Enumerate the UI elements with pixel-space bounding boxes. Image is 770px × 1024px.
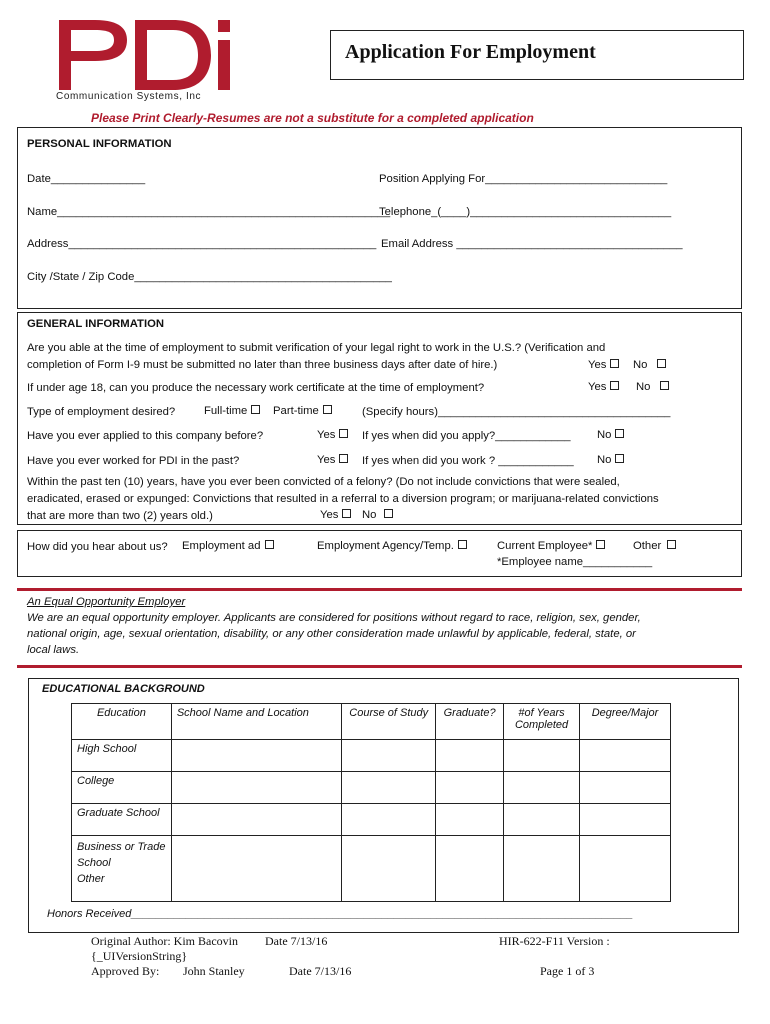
personal-info-heading: PERSONAL INFORMATION xyxy=(27,138,172,150)
certificate-yes[interactable] xyxy=(588,381,619,393)
worked-before-question: Have you ever worked for PDI in the past? xyxy=(27,455,240,467)
felony-yes[interactable] xyxy=(320,509,351,521)
cell-degree[interactable] xyxy=(580,836,671,902)
education-heading: EDUCATIONAL BACKGROUND xyxy=(42,683,205,695)
employee-name-field[interactable]: *Employee name___________ xyxy=(497,556,653,568)
felony-question-line2: eradicated, erased or expunged: Convictions that resulted in a referral to a diversion program; or marijuana-related convictions xyxy=(27,493,659,505)
row-label-college: College xyxy=(72,772,172,804)
checkbox[interactable] xyxy=(342,509,351,518)
specify-hours-field[interactable]: (Specify hours)_____________________________________ xyxy=(362,406,671,418)
education-table xyxy=(71,703,671,902)
eeo-text-line3: local laws. xyxy=(27,644,80,656)
name-field[interactable]: Name_____________________________________________________ xyxy=(27,206,391,218)
applied-no[interactable] xyxy=(597,429,624,441)
felony-question-line1: Within the past ten (10) years, have you ever been convicted of a felony? (Do not include convictions that were sealed, xyxy=(27,476,620,488)
approver-name: John Stanley xyxy=(183,964,245,978)
agency-option[interactable] xyxy=(317,540,467,552)
checkbox[interactable] xyxy=(339,429,348,438)
cell-course[interactable] xyxy=(342,740,436,772)
cell-graduate[interactable] xyxy=(436,772,504,804)
eeo-title: An Equal Opportunity Employer xyxy=(27,596,186,608)
cell-course[interactable] xyxy=(342,804,436,836)
company-name: Communication Systems, Inc xyxy=(56,91,202,102)
worked-when-field[interactable]: If yes when did you work ? ____________ xyxy=(362,455,574,467)
parttime-option[interactable] xyxy=(273,405,332,417)
worked-no[interactable] xyxy=(597,454,624,466)
cell-school[interactable] xyxy=(171,804,341,836)
header-degree: Degree/Major xyxy=(580,704,671,740)
education-header-row xyxy=(72,704,671,740)
table-row xyxy=(72,772,671,804)
checkbox[interactable] xyxy=(458,540,467,549)
other-label: Other xyxy=(633,540,662,552)
form-title: Application For Employment xyxy=(345,41,596,63)
header-course: Course of Study xyxy=(342,704,436,740)
no-label: No xyxy=(362,509,377,521)
header-school: School Name and Location xyxy=(171,704,341,740)
yes-label: Yes xyxy=(588,381,607,393)
table-row xyxy=(72,740,671,772)
email-field[interactable]: Email Address ____________________________________ xyxy=(381,238,683,250)
author-date: Date 7/13/16 xyxy=(265,934,328,948)
print-notice: Please Print Clearly-Resumes are not a substitute for a completed application xyxy=(91,111,534,125)
work-certificate-question: If under age 18, can you produce the necessary work certificate at the time of employment? xyxy=(27,382,485,394)
row-label-graduate-school: Graduate School xyxy=(72,804,172,836)
felony-no[interactable] xyxy=(362,509,393,521)
applied-when-field[interactable]: If yes when did you apply?____________ xyxy=(362,430,571,442)
checkbox[interactable] xyxy=(596,540,605,549)
no-label: No xyxy=(597,429,612,441)
row-label-business-other xyxy=(72,836,172,902)
no-label: No xyxy=(633,359,648,371)
parttime-label: Part-time xyxy=(273,405,319,417)
approved-date: Date 7/13/16 xyxy=(289,964,352,978)
fulltime-label: Full-time xyxy=(204,405,248,417)
cell-course[interactable] xyxy=(342,772,436,804)
eeo-text-line2: national origin, age, sexual orientation, disability, or any other consideration made unlawful by applicable, federal, state, or xyxy=(27,628,636,640)
work-verification-question-line2: completion of Form I-9 must be submitted no later than three business days after date of hire.) xyxy=(27,359,498,371)
worked-yes[interactable] xyxy=(317,454,348,466)
header-graduate: Graduate? xyxy=(436,704,504,740)
checkbox[interactable] xyxy=(384,509,393,518)
employment-ad-label: Employment ad xyxy=(182,540,261,552)
eeo-text-line1: We are an equal opportunity employer. Applicants are considered for positions without regard to race, religion, sex, gender, xyxy=(27,612,641,624)
document-id: HIR-622-F11 Version : xyxy=(499,934,610,948)
yes-label: Yes xyxy=(317,454,336,466)
header-education: Education xyxy=(72,704,172,740)
cell-degree[interactable] xyxy=(580,740,671,772)
checkbox[interactable] xyxy=(339,454,348,463)
applied-yes[interactable] xyxy=(317,429,348,441)
current-employee-label: Current Employee* xyxy=(497,540,593,552)
agency-label: Employment Agency/Temp. xyxy=(317,540,454,552)
cell-degree[interactable] xyxy=(580,772,671,804)
cell-school[interactable] xyxy=(171,740,341,772)
header-years: #of Years Completed xyxy=(504,704,580,740)
checkbox[interactable] xyxy=(251,405,260,414)
approved-by-label: Approved By: xyxy=(91,964,160,978)
no-label: No xyxy=(636,381,651,393)
address-field[interactable]: Address_________________________________________________ xyxy=(27,238,377,250)
cell-graduate[interactable] xyxy=(436,740,504,772)
no-label: No xyxy=(597,454,612,466)
cell-years[interactable] xyxy=(504,836,580,902)
position-field[interactable]: Position Applying For_____________________________ xyxy=(379,173,668,185)
checkbox[interactable] xyxy=(610,381,619,390)
cell-degree[interactable] xyxy=(580,804,671,836)
employment-ad-option[interactable] xyxy=(182,540,274,552)
city-state-zip-field[interactable]: City /State / Zip Code_________________________________________ xyxy=(27,271,392,283)
red-divider-top xyxy=(17,588,742,591)
cell-graduate[interactable] xyxy=(436,804,504,836)
version-string: {_UIVersionString} xyxy=(91,949,188,963)
row-label-business: Business or Trade School xyxy=(77,841,166,869)
current-employee-option[interactable] xyxy=(497,540,605,552)
date-field[interactable]: Date_______________ xyxy=(27,173,146,185)
employment-type-question: Type of employment desired? xyxy=(27,406,176,418)
honors-field[interactable]: Honors Received__________________________________________________________________________________ xyxy=(47,908,634,920)
cell-graduate[interactable] xyxy=(436,836,504,902)
verification-no[interactable] xyxy=(633,359,666,371)
cell-course[interactable] xyxy=(342,836,436,902)
yes-label: Yes xyxy=(317,429,336,441)
checkbox[interactable] xyxy=(265,540,274,549)
cell-school[interactable] xyxy=(171,836,341,902)
certificate-no[interactable] xyxy=(636,381,669,393)
checkbox[interactable] xyxy=(657,359,666,368)
checkbox[interactable] xyxy=(667,540,676,549)
page-number: Page 1 of 3 xyxy=(540,964,595,978)
pdi-logo-graphic xyxy=(55,14,235,92)
cell-years[interactable] xyxy=(504,740,580,772)
checkbox[interactable] xyxy=(610,359,619,368)
felony-question-line3: that are more than two (2) years old.) xyxy=(27,510,213,522)
other-option[interactable] xyxy=(633,540,676,552)
checkbox[interactable] xyxy=(660,381,669,390)
work-verification-question-line1: Are you able at the time of employment to submit verification of your legal right to work in the U.S.? (Verification and xyxy=(27,342,606,354)
referral-section xyxy=(17,530,742,577)
cell-years[interactable] xyxy=(504,772,580,804)
title-box xyxy=(330,30,744,80)
checkbox[interactable] xyxy=(323,405,332,414)
checkbox[interactable] xyxy=(615,429,624,438)
red-divider-bottom xyxy=(17,665,742,668)
row-label-other: Other xyxy=(77,873,105,885)
row-label-high-school: High School xyxy=(72,740,172,772)
table-row xyxy=(72,804,671,836)
applied-before-question: Have you ever applied to this company before? xyxy=(27,430,264,442)
yes-label: Yes xyxy=(588,359,607,371)
checkbox[interactable] xyxy=(615,454,624,463)
general-info-heading: GENERAL INFORMATION xyxy=(27,318,165,330)
fulltime-option[interactable] xyxy=(204,405,260,417)
original-author: Original Author: Kim Bacovin xyxy=(91,934,238,948)
cell-school[interactable] xyxy=(171,772,341,804)
verification-yes[interactable] xyxy=(588,359,619,371)
telephone-field[interactable]: Telephone_(____)________________________________ xyxy=(379,206,672,218)
cell-years[interactable] xyxy=(504,804,580,836)
referral-question: How did you hear about us? xyxy=(27,541,168,553)
yes-label: Yes xyxy=(320,509,339,521)
table-row xyxy=(72,836,671,902)
